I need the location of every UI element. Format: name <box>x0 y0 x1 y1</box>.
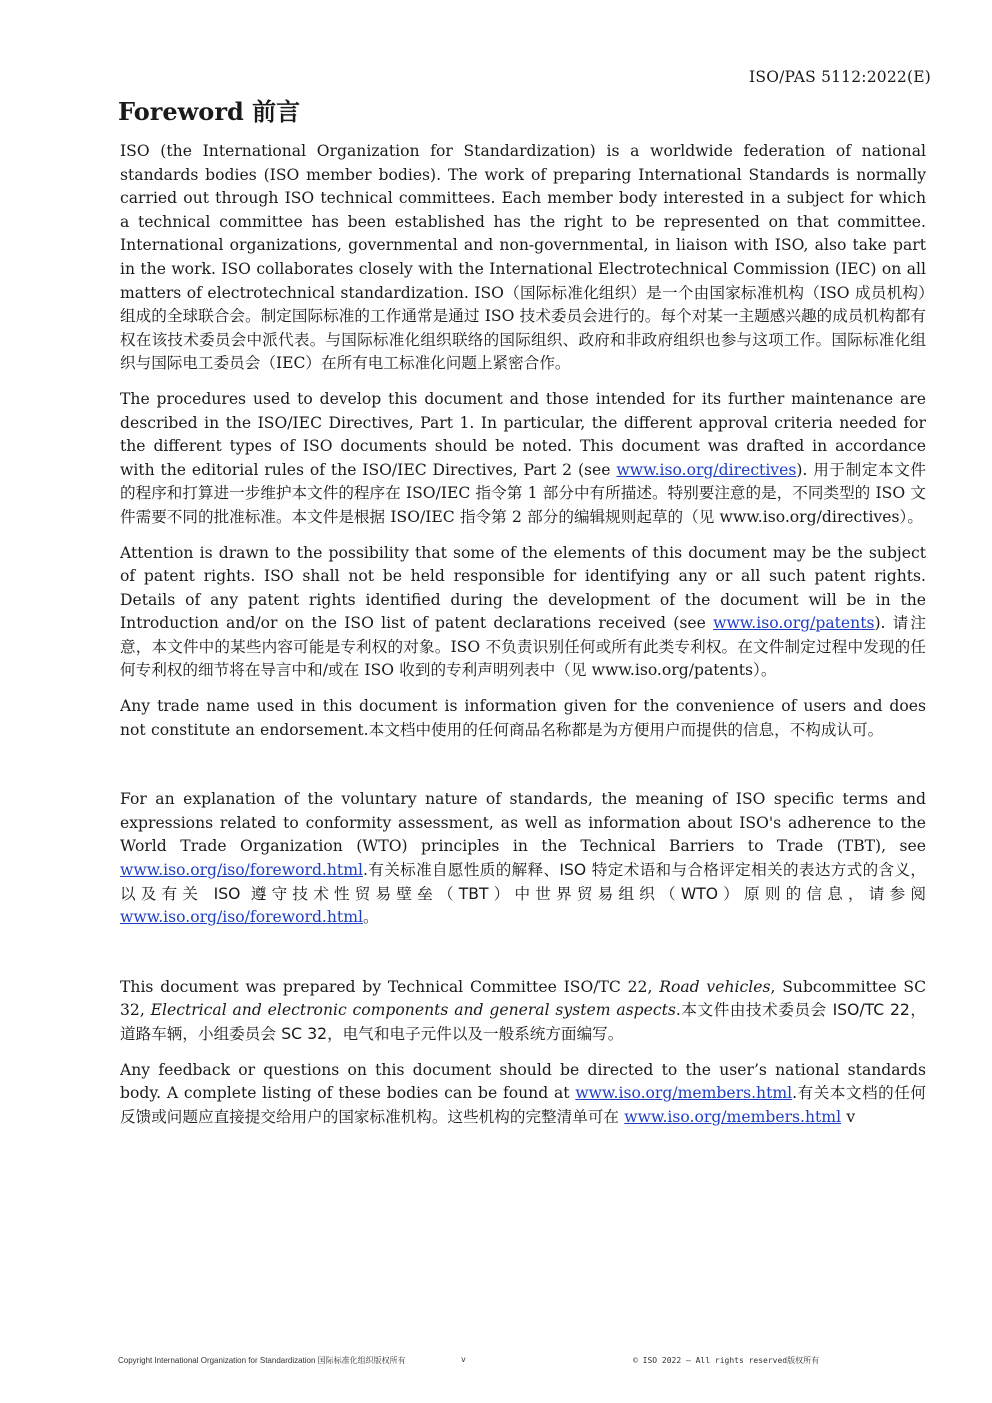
paragraph-voluntary-nature <box>120 788 926 930</box>
committee-title: Road vehicles <box>659 977 771 996</box>
paragraph-text: ISO (the International Organization for Standardization) is a worldwide federation of national standards bodies (ISO member bodies). The work of preparing International Standards is normally carried out through ISO technical committees. Each member body interested in a subject for which a technical committee has been established has the right to be represented on that committee. International organizations, governmental and non-governmental, in liaison with ISO, also take part in the work. ISO collaborates closely with the International Electrotechnical Commission (IEC) on all matters of electrotechnical standardization. ISO（国际标准化组织）是一个由国家标准机构（ISO 成员机构）组成的全球联合会。制定国际标准的工作通常是通过 ISO 技术委员会进行的。每个对某一主题感兴趣的成员机构都有权在该技术委员会中派代表。与国际标准化组织联络的国际组织、政府和非政府组织也参与这项工作。国际标准化组织与国际电工委员会（IEC）在所有电工标准化问题上紧密合作。 <box>120 142 926 373</box>
document-id: ISO/PAS 5112:2022(E) <box>749 68 931 86</box>
paragraph-text: Any feedback or questions on this document should be directed to the user’s national standards body. A complete listing of these bodies can be found at <box>120 1060 926 1103</box>
foreword-body <box>120 140 926 1129</box>
paragraph-trade-name <box>120 695 926 742</box>
paragraph-text: Attention is drawn to the possibility that some of the elements of this document may be the subject of patent rights. ISO shall not be held responsible for identifying any or all such patent rights. Details of any patent rights identified during the development of the document will be in the Introduction and/or on the ISO list of patent declarations received (see <box>120 543 926 633</box>
paragraph-text-cn: .有关本文档的任何反馈或问题应直接提交给用户的国家标准机构。这些机构的完整清单可在 <box>120 1084 926 1126</box>
paragraph-prepared-by <box>120 976 926 1047</box>
paragraph-text: v <box>841 1107 856 1126</box>
foreword-link-cn[interactable]: www.iso.org/iso/foreword.html <box>120 908 363 927</box>
paragraph-feedback <box>120 1059 926 1130</box>
patents-link[interactable]: www.iso.org/patents <box>713 614 875 633</box>
footer-copyright: Copyright International Organization for Standardization 国际标准化组织版权所有 <box>118 1356 406 1365</box>
paragraph-text-cn: .有关标准自愿性质的解释、ISO 特定术语和与合格评定相关的表达方式的含义，以及有关 ISO 遵守技术性贸易壁垒（TBT）中世界贸易组织（WTO）原则的信息，请参阅 <box>120 861 926 903</box>
paragraph-text-cn: 本文档中使用的任何商品名称都是为方便用户而提供的信息，不构成认可。 <box>368 720 884 739</box>
footer-rights: © ISO 2022 – All rights reserved版权所有 <box>633 1356 820 1365</box>
paragraph-procedures <box>120 388 926 530</box>
paragraph-text: , Subcommittee SC 32, <box>120 977 927 1020</box>
paragraph-text: The procedures used to develop this document and those intended for its further maintenance are described in the ISO/IEC Directives, Part 1. In particular, the different approval criteria needed for the different types of ISO documents should be noted. This document was drafted in accordance with the editorial rules of the ISO/IEC Directives, Part 2 (see <box>120 389 926 479</box>
paragraph-text: ). 用于制定本文件的程序和打算进一步维护本文件的程序在 ISO/IEC 指令第 1 部分中有所描述。特别要注意的是，不同类型的 ISO 文件需要不同的批准标准。本文件是根据 ISO/IEC 指令第 2 部分的编辑规则起草的（见 www.iso.org/directives）。 <box>120 460 926 526</box>
paragraph-text: For an explanation of the voluntary nature of standards, the meaning of ISO specific terms and expressions related to conformity assessment, as well as information about ISO's adherence to the World Trade Organization (WTO) principles in the Technical Barriers to Trade (TBT), see <box>120 790 926 856</box>
paragraph-patents <box>120 542 926 684</box>
page-title: Foreword 前言 <box>118 97 301 126</box>
footer-page-number: v <box>461 1355 466 1364</box>
members-link-cn[interactable]: www.iso.org/members.html <box>624 1107 842 1126</box>
paragraph-text: ). 请注意，本文件中的某些内容可能是专利权的对象。ISO 不负责识别任何或所有此类专利权。在文件制定过程中发现的任何专利权的细节将在导言中和/或在 ISO 收到的专利声明列表中（见 www.iso.org/patents）。 <box>120 614 926 680</box>
paragraph-iso-intro <box>120 140 926 376</box>
directives-link[interactable]: www.iso.org/directives <box>616 460 797 479</box>
paragraph-text: This document was prepared by Technical Committee ISO/TC 22, <box>120 977 660 996</box>
members-link[interactable]: www.iso.org/members.html <box>575 1084 793 1103</box>
foreword-link[interactable]: www.iso.org/iso/foreword.html <box>120 861 363 880</box>
paragraph-text: Any trade name used in this document is information given for the convenience of users and does not constitute an endorsement. <box>120 697 926 739</box>
paragraph-text-cn: 。 <box>362 908 379 927</box>
subcommittee-title: Electrical and electronic components and general system aspects <box>150 1001 676 1020</box>
paragraph-text-cn: .本文件由技术委员会 ISO/TC 22，道路车辆，小组委员会 SC 32，电气和电子元件以及一般系统方面编写。 <box>120 1001 926 1043</box>
